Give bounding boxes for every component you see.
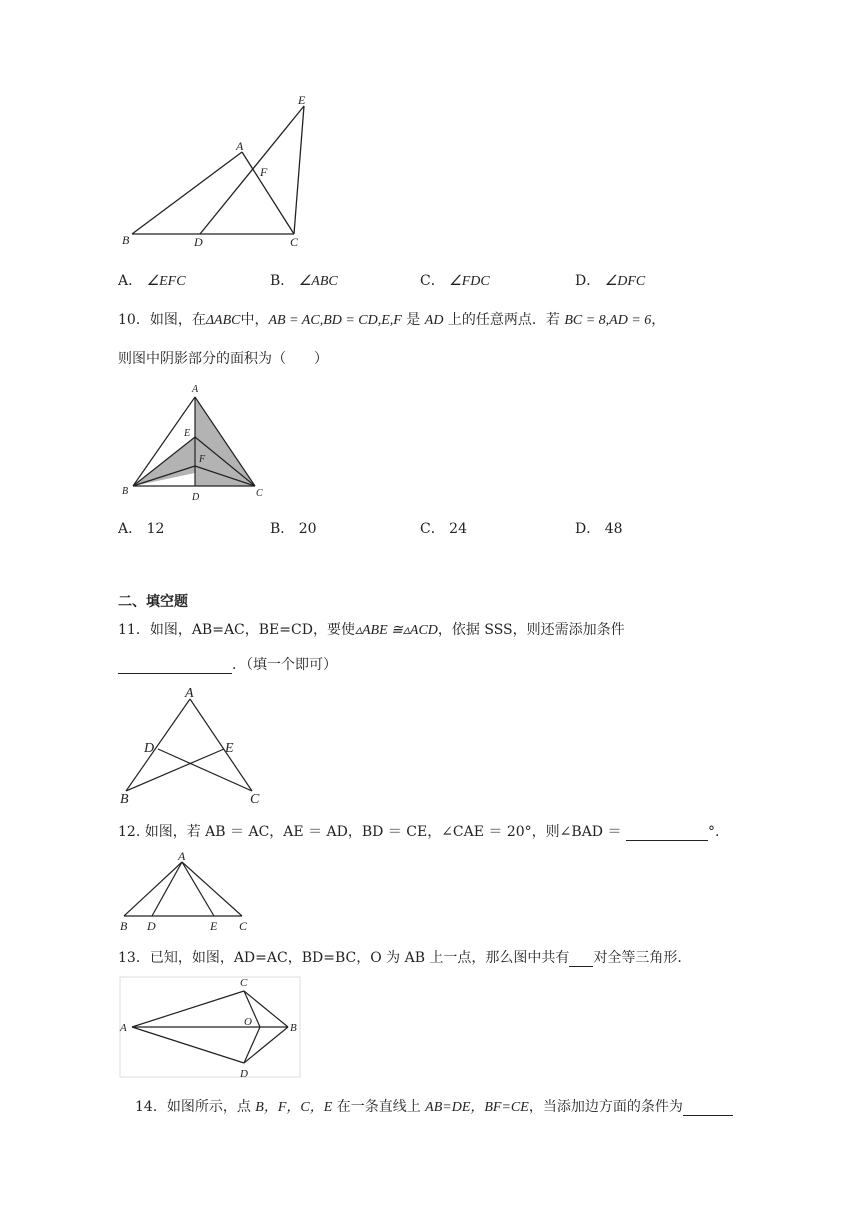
- q10-number: 10．如图，在: [118, 312, 206, 328]
- q10-option-d: [575, 518, 623, 538]
- q11-label-a: A: [185, 686, 194, 701]
- q13-answer-blank[interactable]: [569, 950, 593, 967]
- option-value: ∠FDC: [449, 274, 490, 289]
- option-value: ∠DFC: [604, 274, 646, 289]
- q11-answer-blank[interactable]: [118, 657, 232, 674]
- option-letter: C．: [420, 521, 445, 537]
- q13-label-c: C: [240, 977, 248, 989]
- q9-option-a: [118, 270, 186, 290]
- option-letter: C．: [420, 273, 445, 289]
- q10-label-e: E: [184, 428, 191, 439]
- q14-text: 14．如图所示，点: [135, 1099, 256, 1115]
- q10-label-c: C: [256, 488, 263, 499]
- q10-label-a: A: [192, 384, 199, 395]
- q13-label-a: A: [120, 1022, 127, 1034]
- q12-answer-blank[interactable]: [626, 824, 708, 841]
- option-value: 12: [146, 521, 165, 537]
- q13-text: 对全等三角形.: [593, 950, 682, 966]
- option-value: 48: [604, 521, 623, 537]
- section-heading: 二、填空题: [118, 594, 188, 610]
- q9-figure: [118, 90, 328, 250]
- q12-label-e: E: [210, 919, 218, 933]
- q13-label-d: D: [240, 1068, 248, 1080]
- q10-label-d: D: [192, 492, 200, 503]
- q12-label-d: D: [147, 919, 156, 933]
- q10-figure: [118, 380, 278, 505]
- q10-values: BC = 8,AD = 6: [564, 313, 652, 328]
- q10-text: 是: [401, 312, 425, 328]
- q12-label-c: C: [239, 919, 248, 933]
- option-value: 24: [449, 521, 467, 537]
- q10-text: ，: [651, 312, 666, 328]
- q13-figure: [118, 973, 304, 1083]
- q10-text: 中，: [240, 312, 269, 328]
- q13-text: 13．已知，如图，AD=AC，BD=BC，O 为 AB 上一点，那么图中共有: [118, 950, 570, 966]
- q11-text: 11．如图，AB=AC，BE=CD，要使: [118, 622, 355, 638]
- q11-label-c: C: [250, 792, 260, 807]
- q10-option-a: [118, 518, 164, 538]
- q13-label-o: O: [244, 1016, 252, 1028]
- q11-label-d: D: [144, 741, 155, 756]
- q10-text: 上的任意两点．若: [443, 312, 565, 328]
- q11-text: ，依据 SSS，则还需添加条件: [437, 622, 625, 638]
- q9-label-d: D: [194, 235, 203, 249]
- q9-label-c: C: [290, 235, 299, 249]
- q9-label-f: F: [260, 165, 268, 179]
- q9-label-b: B: [122, 233, 130, 247]
- option-letter: D．: [575, 521, 601, 537]
- q12-text: 12. 如图，若 AB ＝ AC，AE ＝ AD，BD ＝ CE，∠CAE ＝ 20°，则∠BAD ＝: [118, 824, 622, 840]
- q9-option-d: [575, 270, 645, 290]
- q9-label-e: E: [298, 93, 306, 107]
- q11-text: ．（填一个即可）: [232, 657, 337, 673]
- q14-question: [135, 1096, 733, 1116]
- q12-label-a: A: [178, 849, 186, 863]
- q11-question-line1: [118, 619, 625, 639]
- q9-option-b: [270, 270, 338, 290]
- option-letter: A．: [118, 521, 143, 537]
- q14-answer-blank[interactable]: [683, 1099, 733, 1116]
- option-value: 20: [298, 521, 317, 537]
- q11-congruence: ▵ABE ≅▵ACD: [354, 623, 438, 638]
- q11-label-b: B: [120, 792, 129, 807]
- q11-label-e: E: [225, 741, 234, 756]
- option-value: ∠ABC: [298, 274, 338, 289]
- q9-option-c: [420, 270, 490, 290]
- q10-question-line1: [118, 309, 665, 329]
- q14-text: ，当添加边方面的条件为: [528, 1099, 683, 1115]
- q12-text: °.: [707, 824, 720, 840]
- q12-label-b: B: [120, 919, 128, 933]
- q10-label-b: B: [122, 486, 129, 497]
- q10-label-f: F: [199, 454, 206, 465]
- q10-option-b: [270, 518, 317, 538]
- option-letter: D．: [575, 273, 601, 289]
- q13-label-b: B: [290, 1022, 297, 1034]
- option-letter: B．: [270, 521, 295, 537]
- q14-points: B，F，C，E: [255, 1100, 333, 1115]
- q12-figure: [118, 848, 258, 938]
- q10-triangle: ΔABC: [205, 313, 241, 328]
- q10-segment: AD: [424, 313, 444, 328]
- q10-option-c: [420, 518, 467, 538]
- q10-condition: AB = AC,BD = CD,E,F: [268, 313, 402, 328]
- q14-condition: AB=DE，BF=CE: [425, 1100, 529, 1115]
- q14-text: 在一条直线上: [332, 1099, 426, 1115]
- q9-label-a: A: [236, 139, 244, 153]
- q13-question: [118, 947, 682, 967]
- q12-question: [118, 821, 719, 841]
- q11-figure: [118, 685, 268, 810]
- option-letter: A．: [118, 273, 143, 289]
- q11-question-line2: [118, 654, 337, 674]
- option-letter: B．: [270, 273, 295, 289]
- option-value: ∠EFC: [146, 274, 186, 289]
- q10-question-line2: 则图中阴影部分的面积为（ ）: [118, 351, 328, 367]
